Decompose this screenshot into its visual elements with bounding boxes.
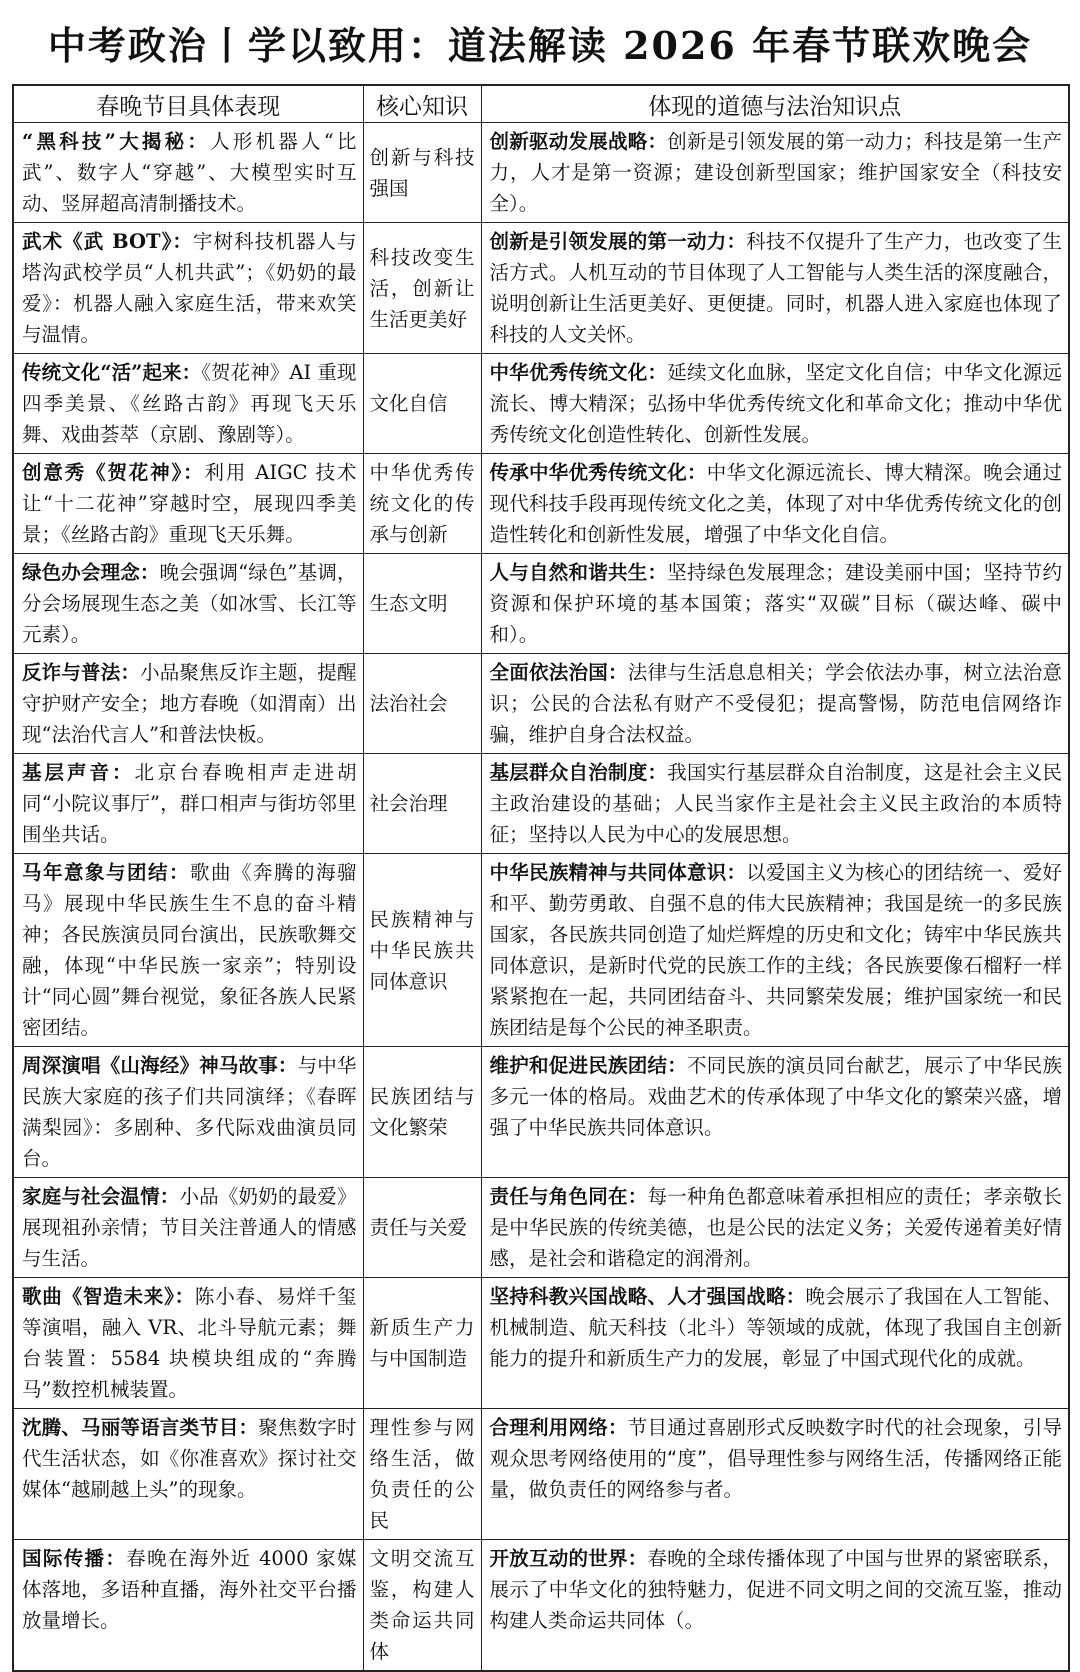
knowledge-point-text: 科技不仅提升了生产力，也改变了生活方式。人机互动的节目体现了人工智能与人类生活的深度融合，说明创新让生活更美好、更便捷。同时，机器人进入家庭也体现了科技的人文关怀。: [489, 230, 1062, 346]
page-title: 中考政治丨学以致用：道法解读 2026 年春节联欢晚会: [47, 23, 1033, 68]
table-row: [13, 223, 1069, 354]
table-row: [13, 1409, 1069, 1540]
knowledge-point-text: 以爱国主义为核心的团结统一、爱好和平、勤劳勇敢、自强不息的伟大民族精神；我国是统一的多民族国家，各民族共同创造了灿烂辉煌的历史和文化；铸牢中华民族共同体意识，是新时代党的民族工作的主线；各民族要像石榴籽一样紧紧抱在一起，共同团结奋斗、共同繁荣发展；维护国家统一和民族团结是每个公民的神圣职责。: [489, 861, 1062, 1039]
knowledge-point-text: 中华文化源远流长、博大精深。晚会通过现代科技手段再现传统文化之美，体现了对中华优秀传统文化的创造性转化和创新性发展，增强了中华文化自信。: [489, 461, 1062, 546]
cell-performance: [13, 1409, 363, 1540]
knowledge-point-title: 传承中华优秀传统文化：: [489, 461, 707, 484]
knowledge-point-text: 不同民族的演员同台献艺，展示了中华民族多元一体的格局。戏曲艺术的传承体现了中华文化的繁荣兴盛，增强了中华民族共同体意识。: [489, 1054, 1062, 1139]
cell-core-knowledge: 中华优秀传统文化的传承与创新: [363, 454, 481, 554]
performance-title: 家庭与社会温情：: [22, 1185, 180, 1208]
knowledge-point-text: 每一种角色都意味着承担相应的责任；孝亲敬长是中华民族的传统美德，也是公民的法定义务；关爱传递着美好情感，是社会和谐稳定的润滑剂。: [489, 1185, 1062, 1270]
cell-core-knowledge: 理性参与网络生活，做负责任的公民: [363, 1409, 481, 1540]
table-header-row: [13, 85, 1069, 123]
cell-core-knowledge: 民族团结与文化繁荣: [363, 1047, 481, 1178]
cell-performance: [13, 223, 363, 354]
performance-text: 晚会强调“绿色”基调，分会场展现生态之美（如冰雪、长江等元素）。: [22, 561, 357, 646]
knowledge-point-title: 坚持科教兴国战略、人才强国战略：: [489, 1285, 806, 1308]
performance-title: 反诈与普法：: [22, 661, 141, 684]
knowledge-point-title: 合理利用网络：: [489, 1416, 628, 1439]
cell-knowledge-point: [481, 854, 1069, 1047]
knowledge-point-text: 我国实行基层群众自治制度，这是社会主义民主政治建设的基础；人民当家作主是社会主义民主政治的本质特征；坚持以人民为中心的发展思想。: [489, 761, 1062, 846]
knowledge-point-title: 中华民族精神与共同体意识：: [489, 861, 747, 884]
knowledge-point-text: 坚持绿色发展理念；建设美丽中国；坚持节约资源和保护环境的基本国策；落实“双碳”目标（碳达峰、碳中和）。: [489, 561, 1062, 646]
cell-performance: [13, 123, 363, 223]
knowledge-point-title: 创新是引领发展的第一动力：: [489, 230, 747, 253]
knowledge-point-text: 延续文化血脉，坚定文化自信；中华文化源远流长、博大精深；弘扬中华优秀传统文化和革命文化；推动中华优秀传统文化创造性转化、创新性发展。: [489, 361, 1062, 446]
table-row: [13, 754, 1069, 854]
cell-knowledge-point: [481, 754, 1069, 854]
performance-text: 春晚在海外近 4000 家媒体落地，多语种直播，海外社交平台播放量增长。: [22, 1547, 357, 1632]
performance-title: 传统文化“活”起来：: [22, 361, 202, 384]
cell-knowledge-point: [481, 1409, 1069, 1540]
cell-knowledge-point: [481, 354, 1069, 454]
performance-text: 小品聚焦反诈主题，提醒守护财产安全；地方春晚（如渭南）出现“法治代言人”和普法快板。: [22, 661, 357, 746]
knowledge-point-title: 创新驱动发展战略：: [489, 130, 668, 153]
knowledge-point-title: 中华优秀传统文化：: [489, 361, 668, 384]
table-row: [13, 654, 1069, 754]
cell-core-knowledge: 社会治理: [363, 754, 481, 854]
cell-performance: [13, 454, 363, 554]
knowledge-point-text: 法律与生活息息相关；学会依法办事，树立法治意识；公民的合法私有财产不受侵犯；提高警惕，防范电信网络诈骗，维护自身合法权益。: [489, 661, 1062, 746]
performance-text: 《贺花神》AI 重现四季美景、《丝路古韵》再现飞天乐舞、戏曲荟萃（京剧、豫剧等）。: [22, 361, 357, 446]
cell-performance: [13, 1540, 363, 1672]
header-core-knowledge: 核心知识: [363, 85, 481, 123]
cell-core-knowledge: 科技改变生活，创新让生活更美好: [363, 223, 481, 354]
knowledge-point-text: 节目通过喜剧形式反映数字时代的社会现象，引导观众思考网络使用的“度”，倡导理性参与网络生活，传播网络正能量，做负责任的网络参与者。: [489, 1416, 1062, 1501]
cell-knowledge-point: [481, 1178, 1069, 1278]
cell-knowledge-point: [481, 654, 1069, 754]
cell-performance: [13, 854, 363, 1047]
knowledge-point-title: 维护和促进民族团结：: [489, 1054, 687, 1077]
performance-text: 陈小春、易烊千玺等演唱，融入 VR、北斗导航元素；舞台装置：5584 块模块组成的“奔腾马”数控机械装置。: [22, 1285, 357, 1401]
cell-knowledge-point: [481, 1540, 1069, 1672]
cell-knowledge-point: [481, 223, 1069, 354]
table-row: [13, 1278, 1069, 1409]
performance-title: 周深演唱《山海经》神马故事：: [22, 1054, 298, 1077]
knowledge-point-title: 基层群众自治制度：: [489, 761, 668, 784]
knowledge-point-title: 责任与角色同在：: [489, 1185, 648, 1208]
cell-core-knowledge: 责任与关爱: [363, 1178, 481, 1278]
performance-text: 歌曲《奔腾的海骝马》展现中华民族生生不息的奋斗精神；各民族演员同台演出，民族歌舞交融，体现“中华民族一家亲”；特别设计“同心圆”舞台视觉，象征各族人民紧密团结。: [22, 861, 357, 1039]
performance-title: 国际传播：: [22, 1547, 127, 1570]
performance-text: 人形机器人“比武”、数字人“穿越”、大模型实时互动、竖屏超高清制播技术。: [22, 130, 357, 215]
cell-performance: [13, 1047, 363, 1178]
knowledge-table: [12, 84, 1070, 1672]
header-knowledge-points: 体现的道德与法治知识点: [481, 85, 1069, 123]
cell-performance: [13, 1178, 363, 1278]
cell-knowledge-point: [481, 123, 1069, 223]
cell-core-knowledge: 文化自信: [363, 354, 481, 454]
table-row: [13, 1540, 1069, 1672]
performance-text: 与中华民族大家庭的孩子们共同演绎；《春晖满梨园》：多剧种、多代际戏曲演员同台。: [22, 1054, 357, 1170]
table-row: [13, 854, 1069, 1047]
table-row: [13, 554, 1069, 654]
table-row: [13, 1047, 1069, 1178]
cell-core-knowledge: 创新与科技强国: [363, 123, 481, 223]
header-performance: 春晚节目具体表现: [13, 85, 363, 123]
table-row: [13, 1178, 1069, 1278]
cell-knowledge-point: [481, 1278, 1069, 1409]
performance-text: 小品《奶奶的最爱》展现祖孙亲情；节目关注普通人的情感与生活。: [22, 1185, 357, 1270]
cell-knowledge-point: [481, 454, 1069, 554]
knowledge-point-title: 全面依法治国：: [489, 661, 628, 684]
knowledge-point-text: 创新是引领发展的第一动力；科技是第一生产力，人才是第一资源；建设创新型国家；维护国家安全（科技安全）。: [489, 130, 1062, 215]
knowledge-point-title: 人与自然和谐共生：: [489, 561, 668, 584]
cell-performance: [13, 354, 363, 454]
cell-knowledge-point: [481, 1047, 1069, 1178]
table-row: [13, 454, 1069, 554]
performance-title: 武术《武 BOT》：: [22, 230, 193, 253]
cell-performance: [13, 1278, 363, 1409]
cell-performance: [13, 654, 363, 754]
knowledge-point-title: 开放互动的世界：: [489, 1547, 648, 1570]
cell-performance: [13, 554, 363, 654]
performance-title: 创意秀《贺花神》：: [22, 461, 205, 484]
performance-text: 利用 AIGC 技术让“十二花神”穿越时空，展现四季美景；《丝路古韵》重现飞天乐舞。: [22, 461, 357, 546]
cell-performance: [13, 754, 363, 854]
table-row: [13, 123, 1069, 223]
knowledge-point-text: 春晚的全球传播体现了中国与世界的紧密联系，展示了中华文化的独特魅力，促进不同文明之间的交流互鉴，推动构建人类命运共同体（。: [489, 1547, 1062, 1632]
performance-text: 聚焦数字时代生活状态，如《你准喜欢》探讨社交媒体“越刷越上头”的现象。: [22, 1416, 357, 1501]
cell-core-knowledge: 生态文明: [363, 554, 481, 654]
table-row: [13, 354, 1069, 454]
cell-core-knowledge: 法治社会: [363, 654, 481, 754]
cell-core-knowledge: 新质生产力与中国制造: [363, 1278, 481, 1409]
performance-text: 北京台春晚相声走进胡同“小院议事厅”，群口相声与街坊邻里围坐共话。: [22, 761, 357, 846]
performance-title: 歌曲《智造未来》：: [22, 1285, 195, 1308]
performance-title: 马年意象与团结：: [22, 861, 190, 884]
performance-title: 基层声音：: [22, 761, 135, 784]
performance-title: 绿色办会理念：: [22, 561, 160, 584]
performance-text: 宇树科技机器人与塔沟武校学员“人机共武”；《奶奶的最爱》：机器人融入家庭生活，带来欢笑与温情。: [22, 230, 357, 346]
cell-core-knowledge: 文明交流互鉴，构建人类命运共同体: [363, 1540, 481, 1672]
knowledge-point-text: 晚会展示了我国在人工智能、机械制造、航天科技（北斗）等领域的成就，体现了我国自主创新能力的提升和新质生产力的发展，彰显了中国式现代化的成就。: [489, 1285, 1062, 1370]
performance-title: 沈腾、马丽等语言类节目：: [22, 1416, 259, 1439]
cell-core-knowledge: 民族精神与中华民族共同体意识: [363, 854, 481, 1047]
table-body: [13, 123, 1069, 1672]
cell-knowledge-point: [481, 554, 1069, 654]
performance-title: “黑科技”大揭秘：: [22, 130, 211, 153]
